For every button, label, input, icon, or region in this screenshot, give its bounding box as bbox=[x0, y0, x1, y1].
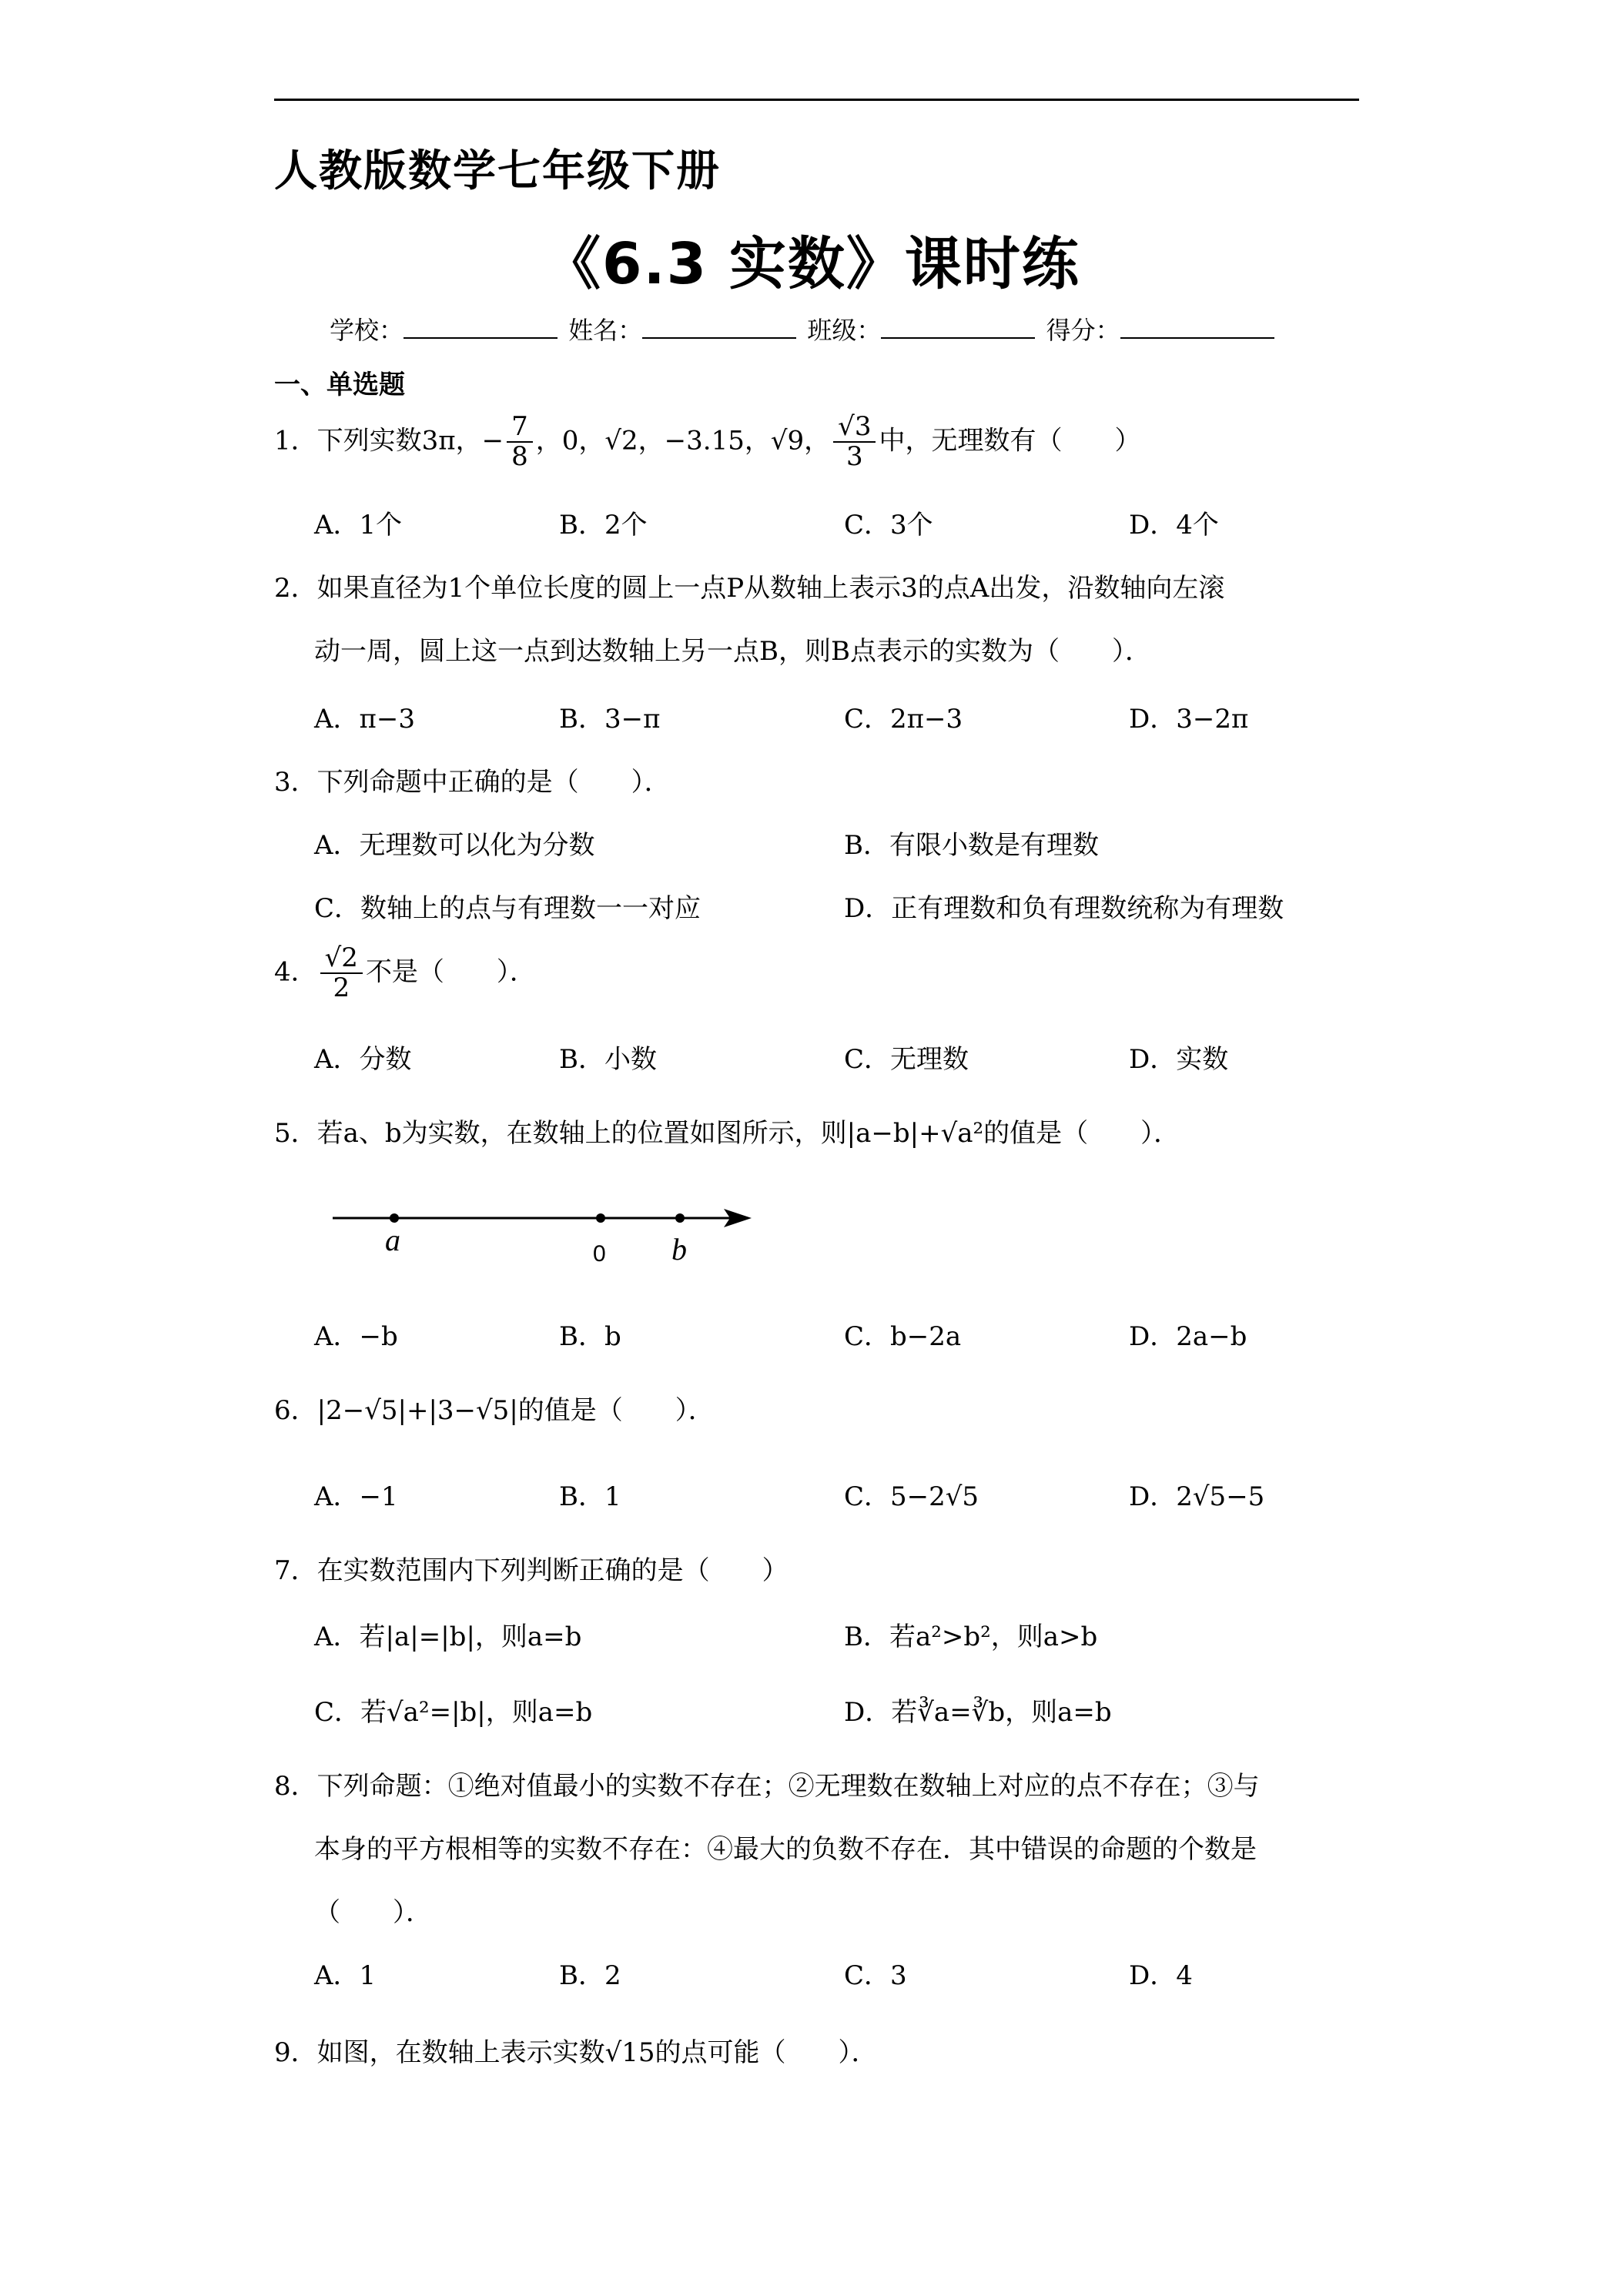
score-blank[interactable] bbox=[1120, 317, 1274, 339]
info-line bbox=[330, 311, 1277, 346]
label-b: b bbox=[671, 1232, 687, 1267]
q1-text-mid: ，0，√2，−3.15，√9， bbox=[535, 425, 831, 457]
q7-option-a[interactable]: A．若|a|=|b|，则a=b bbox=[314, 1622, 582, 1652]
name-blank[interactable] bbox=[642, 317, 796, 339]
q4-frac-den: 2 bbox=[333, 972, 350, 1004]
q8-line-2: 本身的平方根相等的实数不存在：④最大的负数不存在．其中错误的命题的个数是 bbox=[314, 1834, 1257, 1865]
q7-option-d[interactable]: D．若∛a=∛b，则a=b bbox=[844, 1697, 1112, 1728]
q8-line-1: 8．下列命题：①绝对值最小的实数不存在；②无理数在数轴上对应的点不存在；③与 bbox=[274, 1771, 1260, 1802]
name-label: 姓名： bbox=[568, 316, 643, 345]
q1-option-b[interactable]: B．2个 bbox=[559, 510, 648, 541]
label-zero: 0 bbox=[593, 1241, 606, 1267]
q2-option-d[interactable]: D．3−2π bbox=[1129, 704, 1249, 735]
q2-option-a[interactable]: A．π−3 bbox=[314, 704, 416, 735]
score-label: 得分： bbox=[1046, 316, 1120, 345]
class-label: 班级： bbox=[807, 316, 882, 345]
q4-option-b[interactable]: B．小数 bbox=[559, 1044, 657, 1075]
q3-option-d[interactable]: D．正有理数和负有理数统称为有理数 bbox=[844, 893, 1284, 924]
question-9: 9．如图，在数轴上表示实数√15的点可能（ ）． bbox=[274, 2037, 878, 2068]
q2-option-c[interactable]: C．2π−3 bbox=[844, 704, 963, 735]
question-5: 5．若a、b为实数，在数轴上的位置如图所示，则|a−b|+√a²的值是（ ）． bbox=[274, 1118, 1180, 1149]
q8-option-c[interactable]: C．3 bbox=[844, 1960, 907, 1991]
q1-option-a[interactable]: A．1个 bbox=[314, 510, 403, 541]
page-title: 《6.3 实数》课时练 bbox=[544, 231, 1080, 297]
q3-option-b[interactable]: B．有限小数是有理数 bbox=[844, 830, 1099, 861]
q3-option-a[interactable]: A．无理数可以化为分数 bbox=[314, 830, 595, 861]
q2-line-2: 动一周，圆上这一点到达数轴上另一点B，则B点表示的实数为（ ）． bbox=[314, 636, 1151, 667]
q4-text-pre: 4． bbox=[274, 956, 317, 988]
question-7: 7．在实数范围内下列判断正确的是（ ） bbox=[274, 1555, 789, 1586]
question-4 bbox=[274, 944, 536, 1003]
section-title: 一、单选题 bbox=[274, 370, 405, 400]
class-blank[interactable] bbox=[881, 317, 1035, 339]
series-heading: 人教版数学七年级下册 bbox=[274, 146, 721, 196]
q1-frac2-num: √3 bbox=[833, 413, 876, 443]
point-zero-dot bbox=[596, 1213, 605, 1223]
q7-option-c[interactable]: C．若√a²=|b|，则a=b bbox=[314, 1697, 593, 1728]
point-a-dot bbox=[390, 1213, 399, 1223]
point-b-dot bbox=[675, 1213, 685, 1223]
q4-option-d[interactable]: D．实数 bbox=[1129, 1044, 1229, 1075]
question-3: 3．下列命题中正确的是（ ）． bbox=[274, 767, 671, 798]
q6-option-c[interactable]: C．5−2√5 bbox=[844, 1481, 979, 1512]
school-blank[interactable] bbox=[403, 317, 558, 339]
q5-option-d[interactable]: D．2a−b bbox=[1129, 1321, 1247, 1352]
q1-text-post: 中，无理数有（ ） bbox=[879, 425, 1141, 457]
q3-option-c[interactable]: C．数轴上的点与有理数一一对应 bbox=[314, 893, 702, 924]
q4-frac-num: √2 bbox=[320, 944, 363, 974]
q1-frac1-den: 8 bbox=[511, 441, 528, 473]
q8-option-a[interactable]: A．1 bbox=[314, 1960, 377, 1991]
label-a: a bbox=[385, 1223, 400, 1257]
q8-option-d[interactable]: D．4 bbox=[1129, 1960, 1193, 1991]
top-rule bbox=[274, 99, 1359, 101]
q5-option-a[interactable]: A．−b bbox=[314, 1321, 398, 1352]
q8-line-3: （ ）． bbox=[314, 1897, 432, 1928]
q7-option-b[interactable]: B．若a²>b²，则a>b bbox=[844, 1622, 1098, 1652]
q1-option-c[interactable]: C．3个 bbox=[844, 510, 933, 541]
q1-frac2-den: 3 bbox=[846, 441, 863, 473]
q6-option-b[interactable]: B．1 bbox=[559, 1481, 621, 1512]
q6-option-a[interactable]: A．−1 bbox=[314, 1481, 398, 1512]
q1-fraction-2 bbox=[833, 413, 876, 472]
q5-option-c[interactable]: C．b−2a bbox=[844, 1321, 962, 1352]
q1-option-d[interactable]: D．4个 bbox=[1129, 510, 1219, 541]
q8-option-b[interactable]: B．2 bbox=[559, 1960, 621, 1991]
q1-text-pre: 1．下列实数3π， bbox=[274, 425, 482, 457]
question-1: 1．下列实数3π，− $\frac{7}{8}$ ，0，√2，−3.15，√9， $\frac{√3}{3}$ 中，无理数有（ ） bbox=[274, 411, 1141, 473]
q4-fraction bbox=[320, 944, 363, 1003]
q4-text-post: 不是（ ）． bbox=[365, 956, 536, 988]
q1-fraction-1 bbox=[507, 413, 533, 472]
question-6: 6．|2−√5|+|3−√5|的值是（ ）． bbox=[274, 1395, 715, 1426]
q6-option-d[interactable]: D．2√5−5 bbox=[1129, 1481, 1265, 1512]
q4-option-c[interactable]: C．无理数 bbox=[844, 1044, 969, 1075]
number-line-figure bbox=[323, 1186, 770, 1270]
q4-option-a[interactable]: A．分数 bbox=[314, 1044, 412, 1075]
q1-frac1-num: 7 bbox=[507, 413, 533, 443]
school-label: 学校： bbox=[330, 316, 404, 345]
q2-option-b[interactable]: B．3−π bbox=[559, 704, 661, 735]
q5-option-b[interactable]: B．b bbox=[559, 1321, 621, 1352]
q2-line-1: 2．如果直径为1个单位长度的圆上一点P从数轴上表示3的点A出发，沿数轴向左滚 bbox=[274, 573, 1225, 604]
